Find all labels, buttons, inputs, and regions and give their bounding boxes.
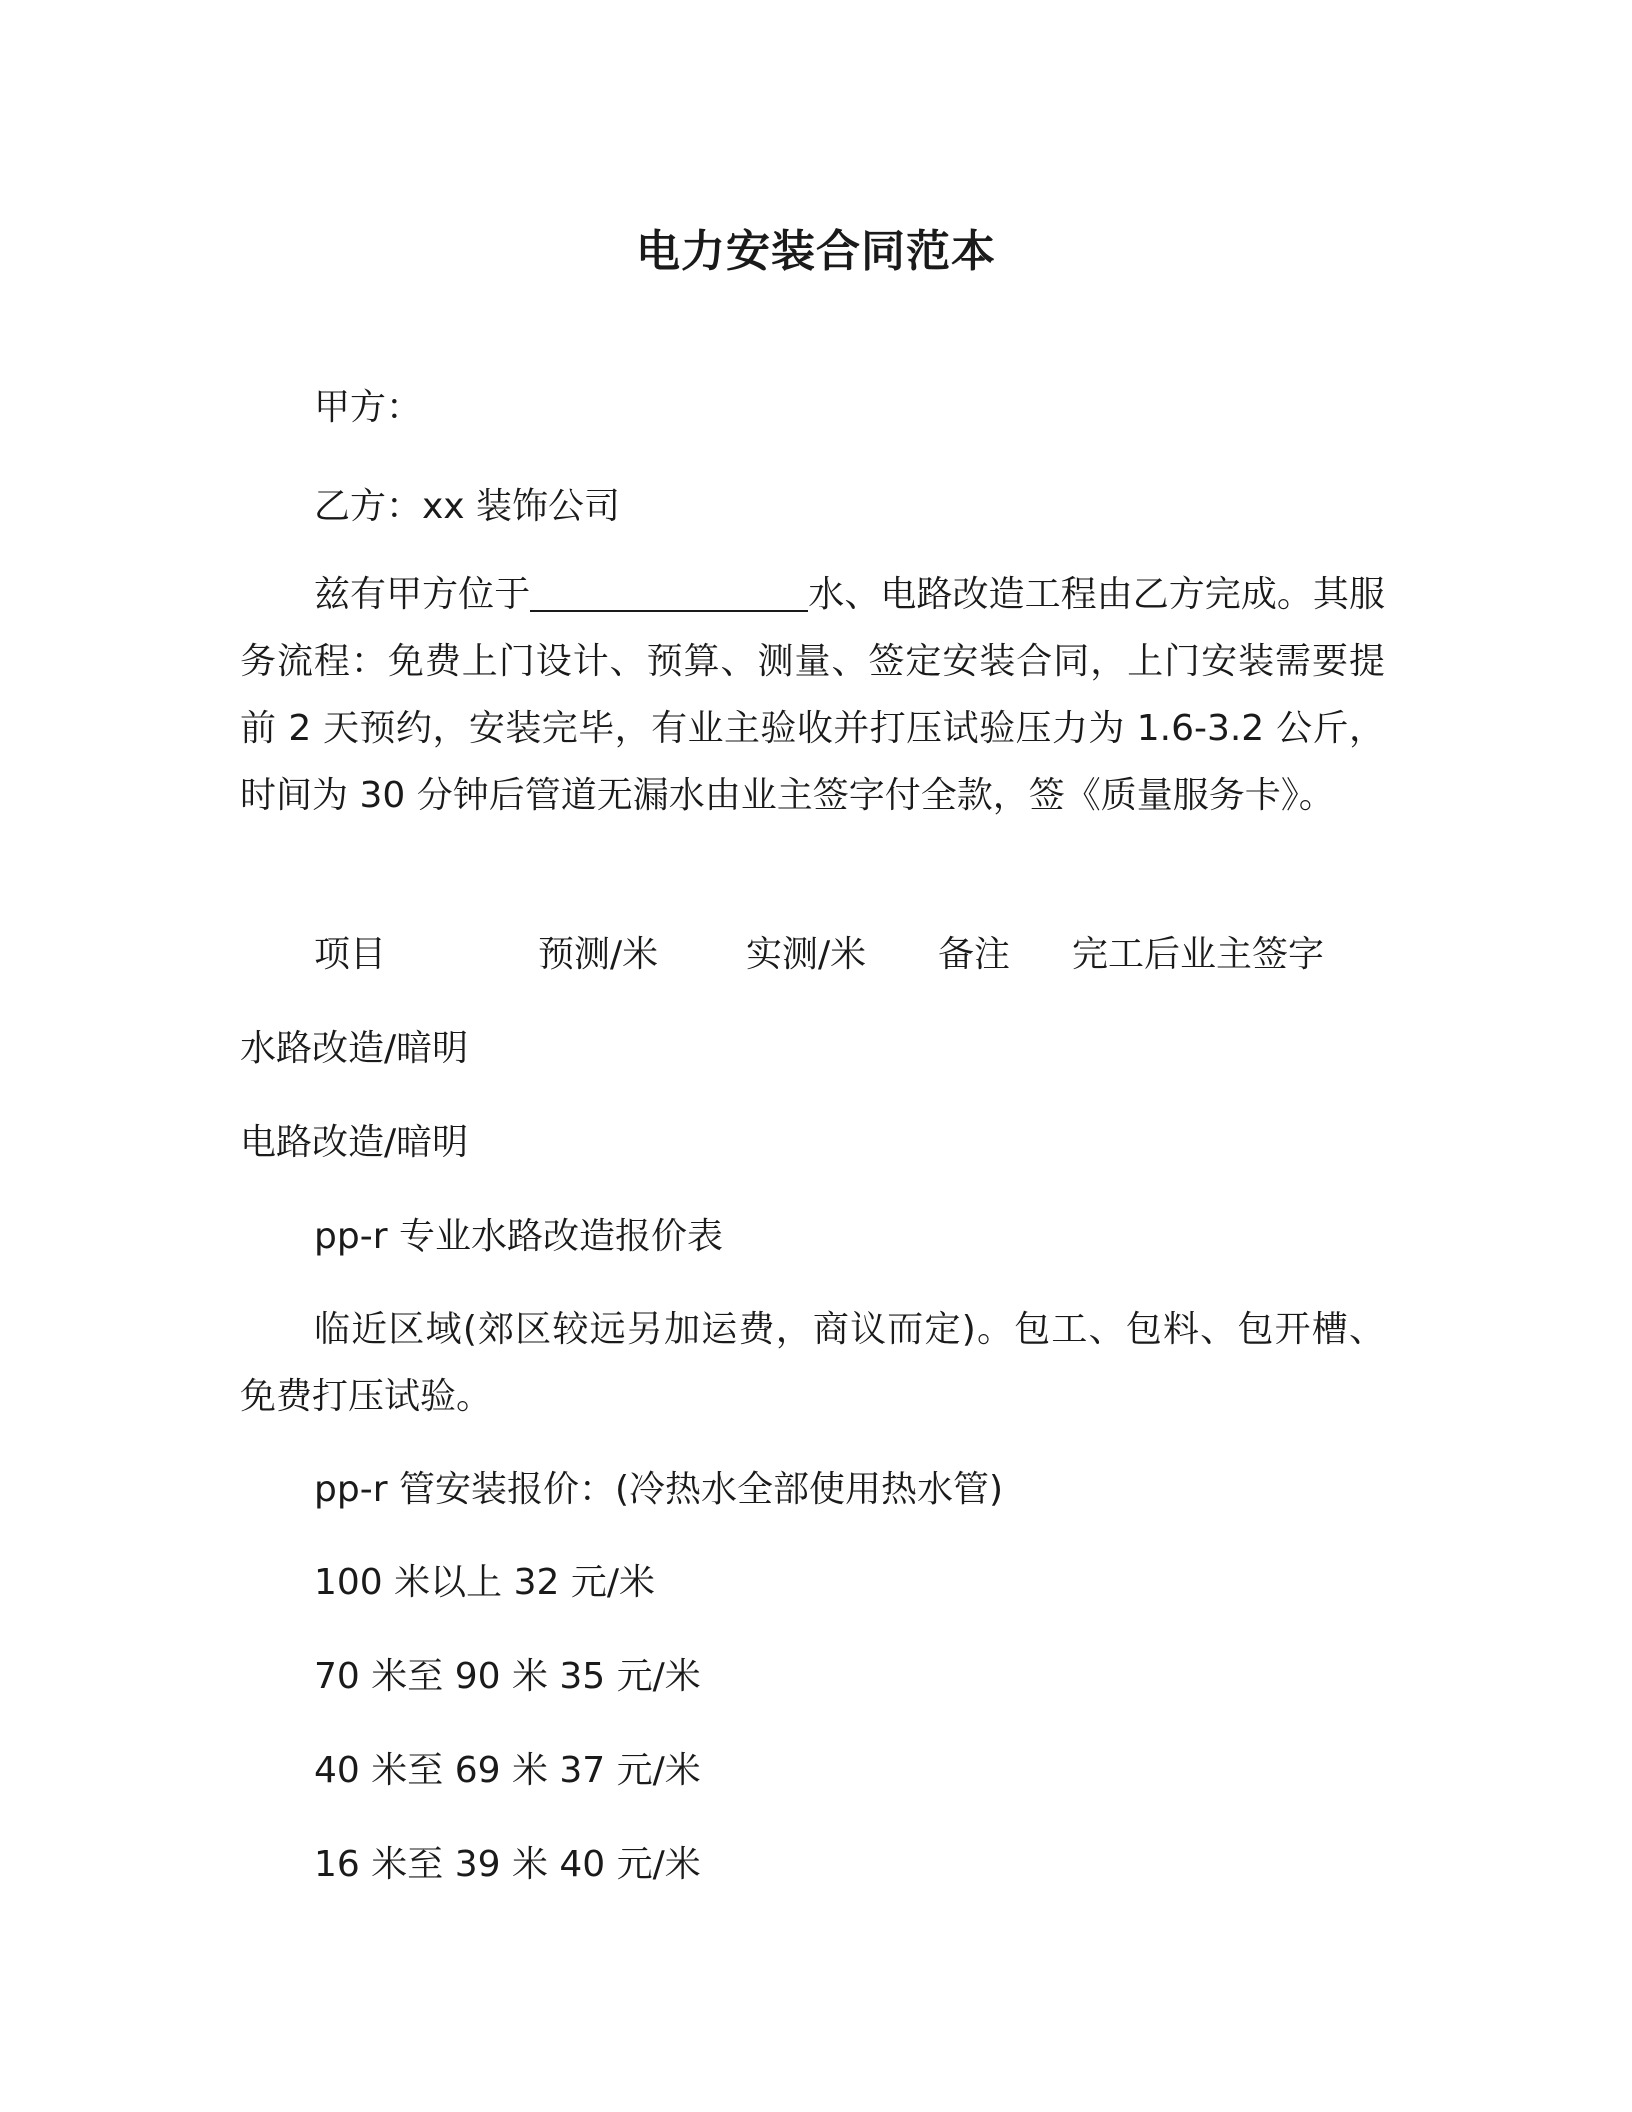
pricing-scope-paragraph bbox=[240, 1296, 1385, 1430]
table-row-electric: 电路改造/暗明 bbox=[240, 1122, 469, 1163]
table-header-measured: 实测/米 bbox=[746, 934, 867, 975]
table-header-item: 项目 bbox=[314, 934, 387, 975]
location-blank-line bbox=[530, 570, 808, 612]
price-tier-2: 70 米至 90 米 35 元/米 bbox=[314, 1656, 701, 1697]
price-tier-1: 100 米以上 32 元/米 bbox=[314, 1562, 655, 1603]
pipe-price-intro: pp-r 管安装报价：(冷热水全部使用热水管) bbox=[314, 1469, 1004, 1510]
pricing-table-title: pp-r 专业水路改造报价表 bbox=[314, 1216, 723, 1257]
price-tier-3: 40 米至 69 米 37 元/米 bbox=[314, 1750, 701, 1791]
table-header-signature: 完工后业主签字 bbox=[1072, 934, 1325, 975]
price-tier-4: 16 米至 39 米 40 元/米 bbox=[314, 1844, 701, 1885]
table-header-remarks: 备注 bbox=[938, 934, 1011, 975]
intro-text-after-blank: 水、电路改造工程由乙方完成。其服务流程：免费上门设计、预算、测量、签定安装合同，上门安装需要提前 2 天预约，安装完毕，有业主验收并打压试验压力为 1.6-3.2 公斤，时间为 30 分钟后管道无漏水由业主签字付全款，签《质量服务卡》。 bbox=[240, 574, 1385, 816]
table-row-water: 水路改造/暗明 bbox=[240, 1028, 469, 1069]
intro-paragraph bbox=[240, 561, 1385, 829]
pricing-scope-text: 临近区域(郊区较远另加运费，商议而定)。包工、包料、包开槽、免费打压试验。 bbox=[240, 1309, 1385, 1417]
party-b-line: 乙方：xx 装饰公司 bbox=[314, 486, 621, 527]
party-a-line: 甲方： bbox=[314, 387, 423, 428]
document-title: 电力安装合同范本 bbox=[636, 226, 996, 277]
intro-text-before-blank: 兹有甲方位于 bbox=[314, 574, 531, 615]
table-header-estimated: 预测/米 bbox=[538, 934, 659, 975]
